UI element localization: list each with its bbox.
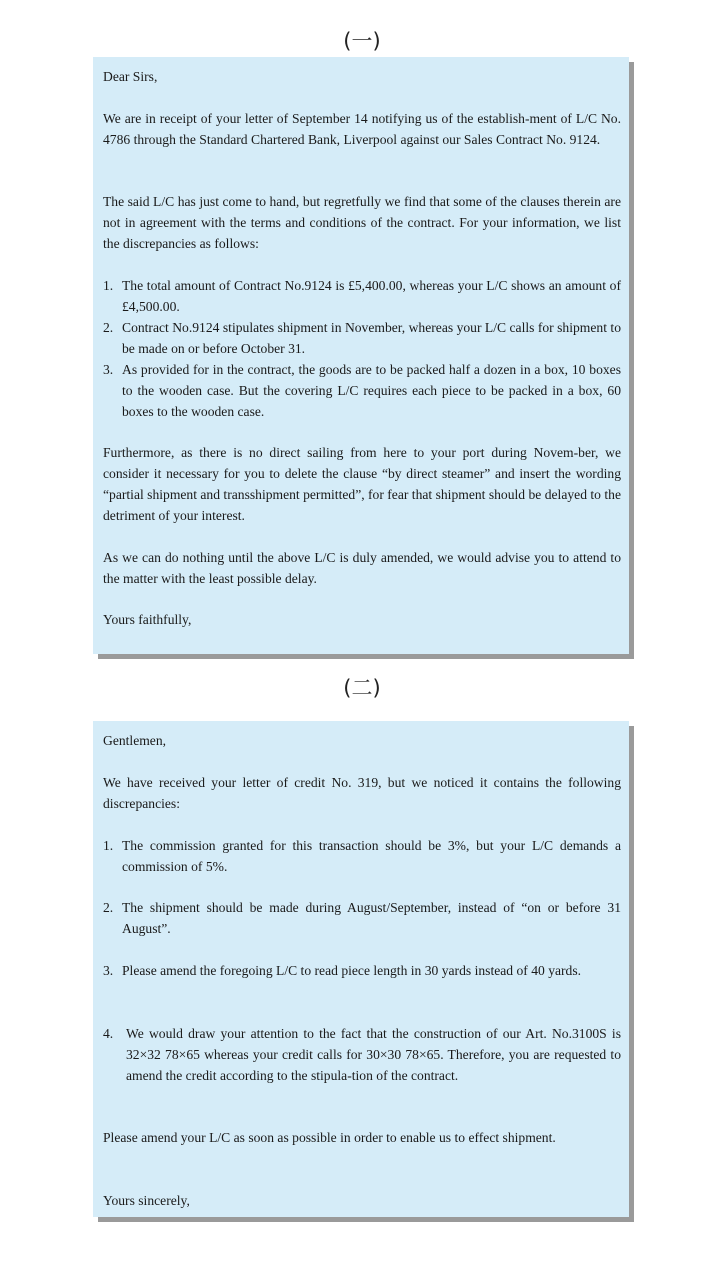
list-text: Contract No.9124 stipulates shipment in November, whereas your L/C calls for shipment to be made on or before October 31. [122,320,621,356]
letter1-box [93,57,629,654]
list-number: 1. [103,838,114,853]
letter2-list-item [103,897,621,939]
list-number: 3. [103,963,114,978]
letter2-list-item [103,960,621,981]
letter2-list-item [103,1023,621,1086]
list-text: We would draw your attention to the fact that the construction of our Art. No.3100S is 32×32 78×65 whereas your credit calls for 30×30 78×65. Therefore, you are requested to amend the credit according to the stipula-tion of the contract. [126,1026,621,1083]
letter2-paragraph-2: Please amend your L/C as soon as possible in order to enable us to effect shipment. [103,1130,556,1145]
list-number: 2. [103,320,114,335]
letter1-paragraph-1: We are in receipt of your letter of September 14 notifying us of the establish-ment of L/C No. 4786 through the Standard Chartered Bank, Liverpool against our Sales Contract No. 9124. [103,111,621,147]
letter1-salutation: Dear Sirs, [103,69,158,84]
list-text: The shipment should be made during August/September, instead of “on or before 31 August”. [122,900,621,936]
letter1-list-item [103,275,621,317]
list-text: As provided for in the contract, the goods are to be packed half a dozen in a box, 10 boxes to the wooden case. But the covering L/C requires each piece to be packed in a box, 60 boxes to the wooden case. [122,362,621,419]
letter1-list-item [103,359,621,422]
list-text: The commission granted for this transaction should be 3%, but your L/C demands a commission of 5%. [122,838,621,874]
letter2-list-item [103,835,621,877]
letter2-salutation: Gentlemen, [103,733,167,748]
list-number: 1. [103,278,114,293]
letter1-paragraph-3: Furthermore, as there is no direct sailing from here to your port during Novem-ber, we consider it necessary for you to delete the clause “by direct steamer” and insert the wording “partial shipment and transshipment permitted”, for fear that shipment should be delayed to the detriment of your interest. [103,445,621,523]
letter2-paragraph-1: We have received your letter of credit No. 319, but we noticed it contains the following discrepancies: [103,775,621,811]
letter1-list-item [103,317,621,359]
list-number: 4. [103,1026,114,1041]
letter1-closing: Yours faithfully, [103,612,192,627]
letter1-paragraph-4: As we can do nothing until the above L/C is duly amended, we would advise you to attend to the matter with the least possible delay. [103,550,621,586]
letter2-heading: (二) [343,676,381,700]
list-text: The total amount of Contract No.9124 is £5,400.00, whereas your L/C shows an amount of £4,500.00. [122,278,621,314]
letter1-paragraph-2: The said L/C has just come to hand, but regretfully we find that some of the clauses therein are not in agreement with the terms and conditions of the contract. For your information, we list the discrepancies as follows: [103,194,621,251]
letter1-heading: (一) [343,29,381,53]
letter2-box [93,721,629,1217]
list-number: 3. [103,362,114,377]
letter2-closing: Yours sincerely, [103,1193,190,1208]
list-number: 2. [103,900,114,915]
list-text: Please amend the foregoing L/C to read piece length in 30 yards instead of 40 yards. [122,963,582,978]
